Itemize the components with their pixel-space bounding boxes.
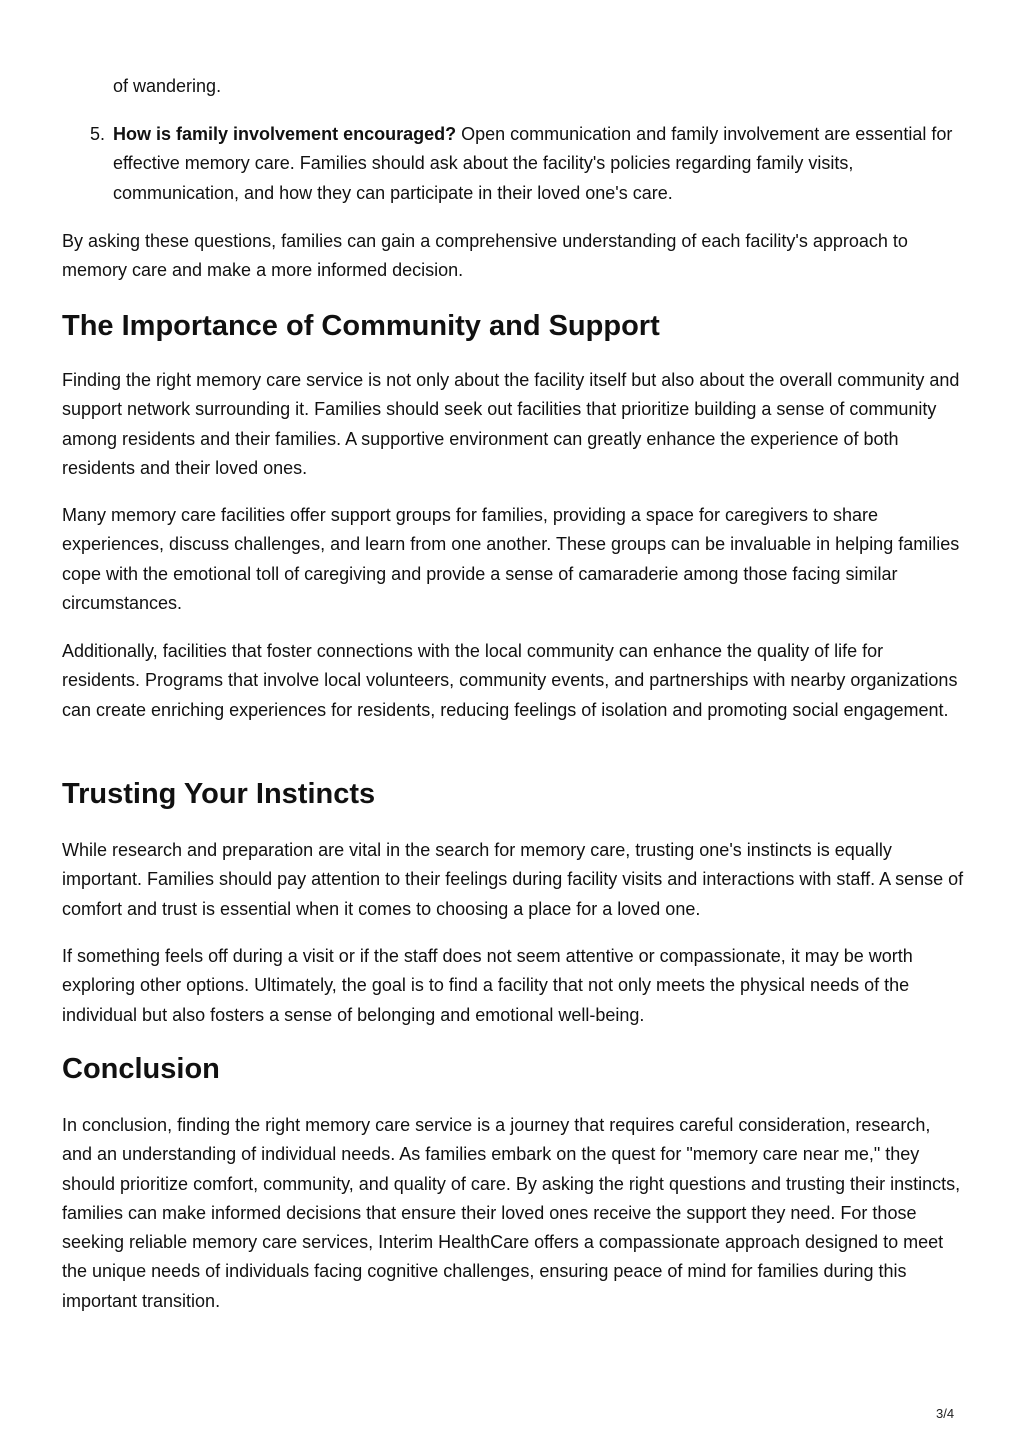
instincts-paragraph-2: If something feels off during a visit or if the staff does not seem attentive or compassionate, it may be worth exploring other options. Ultimately, the goal is to find a facility that not only meets the physical needs of the individual but also fosters a sense of belonging and emotional well-being. [62,946,913,1025]
list-item-number: 5. [90,124,106,144]
section-heading-conclusion: Conclusion [62,1053,220,1085]
intro-closing-paragraph: By asking these questions, families can gain a comprehensive understanding of each facility's approach to memory care and make a more informed decision. [62,231,908,281]
section-heading-instincts: Trusting Your Instincts [62,778,376,810]
instincts-paragraph-1: While research and preparation are vital in the search for memory care, trusting one's instincts is equally important. Families should pay attention to their feelings during facility visits and interactions with staff. A sense of comfort and trust is essential when it comes to choosing a place for a loved one. [62,840,964,919]
list-item-question: How is family involvement encouraged? [113,124,457,144]
page-number: 3/4 [936,1406,955,1421]
list-item-text: Open communication and family involvement are essential for effective memory care. Families should ask about the facility's policies regarding family visits, communication, and how they can participate in their loved one's care. [113,124,953,203]
list-item-continuation: of wandering. [113,76,222,96]
community-paragraph-2: Many memory care facilities offer support groups for families, providing a space for caregivers to share experiences, discuss challenges, and learn from one another. These groups can be invaluable in helping families cope with the emotional toll of caregiving and provide a sense of camaraderie among those facing similar circumstances. [62,505,960,613]
section-heading-community: The Importance of Community and Support [62,310,660,342]
question-list [90,120,963,208]
community-paragraph-1: Finding the right memory care service is not only about the facility itself but also about the overall community and support network surrounding it. Families should seek out facilities that prioritize building a sense of community among residents and their families. A supportive environment can greatly enhance the experience of both residents and their loved ones. [62,370,960,478]
list-item [90,120,963,208]
community-paragraph-3: Additionally, facilities that foster connections with the local community can enhance the quality of life for residents. Programs that involve local volunteers, community events, and partnerships with nearby organizations can create enriching experiences for residents, reducing feelings of isolation and promoting social engagement. [62,641,958,720]
conclusion-paragraph: In conclusion, finding the right memory care service is a journey that requires careful consideration, research, and an understanding of individual needs. As families embark on the quest for "memory care near me," they should prioritize comfort, community, and quality of care. By asking the right questions and trusting their instincts, families can make informed decisions that ensure their loved ones receive the support they need. For those seeking reliable memory care services, Interim HealthCare offers a compassionate approach designed to meet the unique needs of individuals facing cognitive challenges, ensuring peace of mind for families during this important transition. [62,1115,961,1311]
